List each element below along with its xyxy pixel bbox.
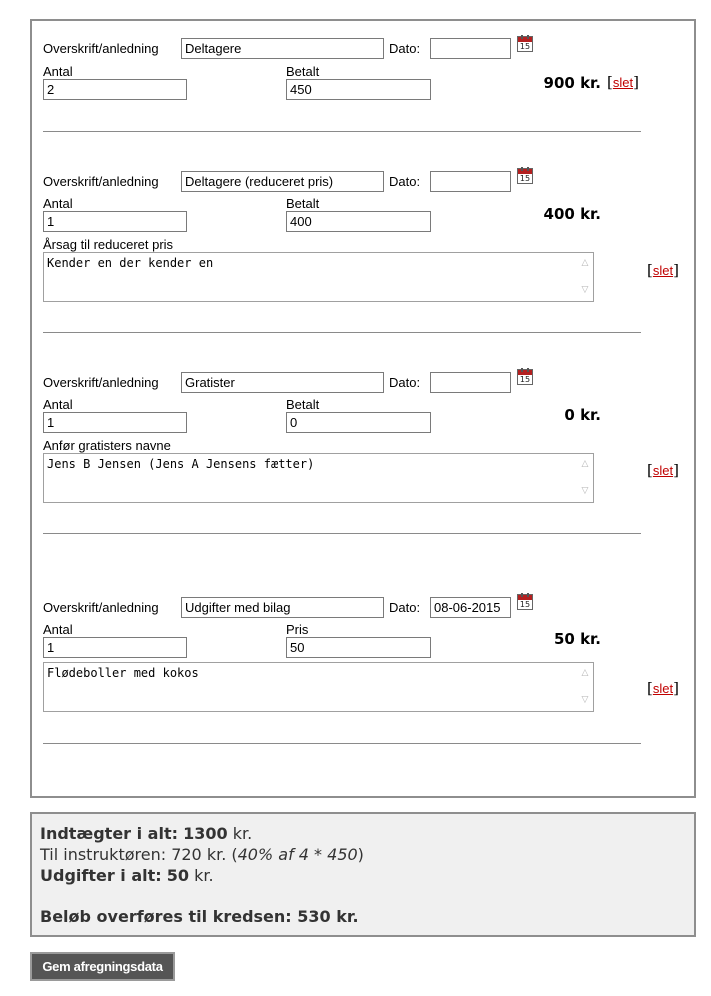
scroll-up-icon[interactable]: △ <box>581 667 589 677</box>
count-input[interactable] <box>43 412 187 433</box>
entry-amount: 0 kr. <box>564 406 601 424</box>
separator <box>43 533 641 534</box>
summary-box <box>30 812 696 937</box>
free-names-label: Anfør gratisters navne <box>43 438 171 453</box>
scroll-down-icon[interactable]: ▽ <box>581 284 589 294</box>
delete-link[interactable]: slet <box>652 681 674 696</box>
heading-input[interactable] <box>181 597 384 618</box>
delete-control: [slet] <box>647 679 679 697</box>
count-input[interactable] <box>43 637 187 658</box>
delete-control: [slet] <box>647 461 679 479</box>
calendar-icon[interactable]: 15 <box>517 369 533 385</box>
heading-label: Overskrift/anledning <box>43 174 159 189</box>
scroll-up-icon[interactable]: △ <box>581 458 589 468</box>
date-input[interactable] <box>430 597 511 618</box>
price-input[interactable] <box>286 637 431 658</box>
count-input[interactable] <box>43 211 187 232</box>
entry-amount: 400 kr. <box>543 205 601 223</box>
date-input[interactable] <box>430 38 511 59</box>
calendar-icon[interactable]: 15 <box>517 168 533 184</box>
delete-control: [slet] <box>607 73 639 91</box>
count-label: Antal <box>43 622 73 637</box>
date-label: Dato: <box>389 174 421 189</box>
calendar-icon[interactable]: 15 <box>517 36 533 52</box>
paid-label: Betalt <box>286 196 320 211</box>
delete-link[interactable]: slet <box>612 75 634 90</box>
count-input[interactable] <box>43 79 187 100</box>
entry-amount: 50 kr. <box>553 630 601 648</box>
separator <box>43 743 641 744</box>
transfer-total: Beløb overføres til kredsen: 530 kr. <box>40 907 359 926</box>
date-label: Dato: <box>389 375 421 390</box>
separator <box>43 131 641 132</box>
income-total: Indtægter i alt: 1300 kr. <box>40 824 253 843</box>
scroll-up-icon[interactable]: △ <box>581 257 589 267</box>
heading-label: Overskrift/anledning <box>43 375 159 390</box>
save-settlement-button[interactable]: Gem afregningsdata <box>30 952 175 981</box>
heading-label: Overskrift/anledning <box>43 600 159 615</box>
heading-label: Overskrift/anledning <box>43 41 159 56</box>
price-label: Pris <box>286 622 309 637</box>
paid-label: Betalt <box>286 64 320 79</box>
count-label: Antal <box>43 397 73 412</box>
settlement-form-panel <box>30 19 696 798</box>
date-input[interactable] <box>430 171 511 192</box>
heading-input[interactable] <box>181 38 384 59</box>
scroll-down-icon[interactable]: ▽ <box>581 485 589 495</box>
reason-label: Årsag til reduceret pris <box>43 237 174 252</box>
free-names-textarea[interactable] <box>43 453 594 503</box>
instructor-share: Til instruktøren: 720 kr. (40% af 4 * 450) <box>40 845 364 864</box>
paid-input[interactable] <box>286 79 431 100</box>
delete-control: [slet] <box>647 261 679 279</box>
heading-input[interactable] <box>181 171 384 192</box>
separator <box>43 332 641 333</box>
paid-label: Betalt <box>286 397 320 412</box>
delete-link[interactable]: slet <box>652 463 674 478</box>
date-input[interactable] <box>430 372 511 393</box>
date-label: Dato: <box>389 41 421 56</box>
delete-link[interactable]: slet <box>652 263 674 278</box>
count-label: Antal <box>43 196 73 211</box>
scroll-down-icon[interactable]: ▽ <box>581 694 589 704</box>
date-label: Dato: <box>389 600 421 615</box>
paid-input[interactable] <box>286 412 431 433</box>
calendar-icon[interactable]: 15 <box>517 594 533 610</box>
heading-input[interactable] <box>181 372 384 393</box>
count-label: Antal <box>43 64 73 79</box>
expenses-total: Udgifter i alt: 50 kr. <box>40 866 214 885</box>
reason-textarea[interactable] <box>43 252 594 302</box>
paid-input[interactable] <box>286 211 431 232</box>
entry-amount: 900 kr. <box>543 74 601 92</box>
receipt-textarea[interactable] <box>43 662 594 712</box>
